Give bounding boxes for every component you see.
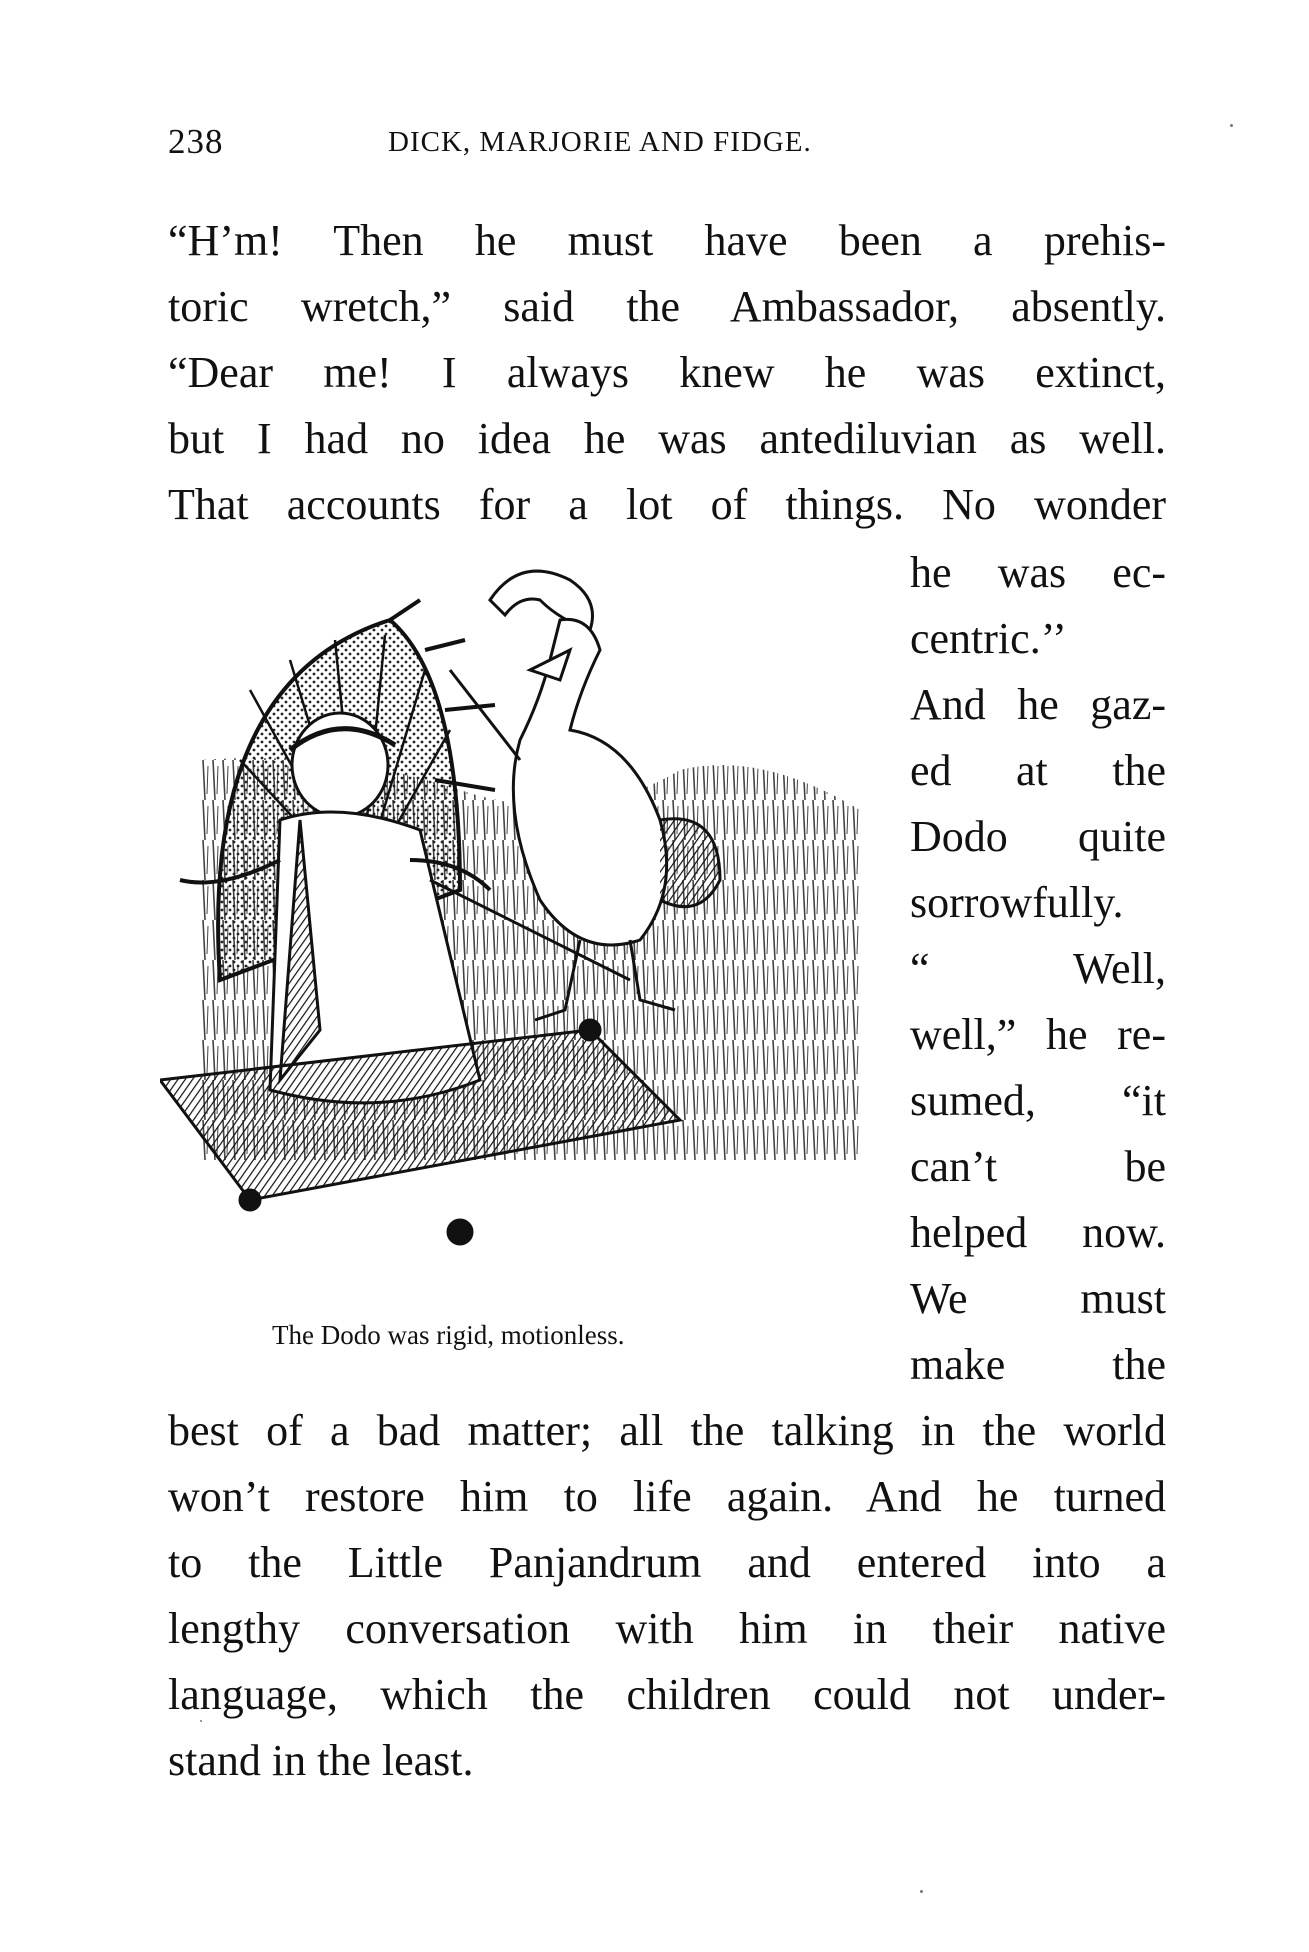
text-line: Dodo quite [910, 812, 1166, 861]
text-line: That accounts for a lot of things. No wonder [168, 480, 1166, 529]
text-line: “H’m! Then he must have been a prehis- [168, 216, 1166, 265]
text-line: language, which the children could not under- [168, 1670, 1166, 1719]
text-line: helped now. [910, 1208, 1166, 1257]
text-line: sorrowfully. [910, 878, 1124, 927]
text-line: to the Little Panjandrum and entered into a [168, 1538, 1166, 1587]
text-line: well,” he re- [910, 1010, 1166, 1059]
illustration-dodo-and-ambassador [160, 560, 880, 1290]
illustration-caption: The Dodo was rigid, motionless. [272, 1320, 625, 1350]
text-line: toric wretch,” said the Ambassador, absently. [168, 282, 1166, 331]
text-line: “ Well, [910, 944, 1166, 993]
text-line: centric.’’ [910, 614, 1067, 663]
text-line: he was ec- [910, 548, 1166, 597]
text-line: lengthy conversation with him in their native [168, 1604, 1166, 1653]
text-line: sumed, “it [910, 1076, 1166, 1125]
text-line: best of a bad matter; all the talking in the world [168, 1406, 1166, 1455]
page-header [168, 122, 1166, 172]
scan-speck [920, 1890, 923, 1893]
text-line: “Dear me! I always knew he was extinct, [168, 348, 1166, 397]
text-line: We must [910, 1274, 1166, 1323]
text-line: stand in the least. [168, 1736, 474, 1785]
text-line: but I had no idea he was antediluvian as well. [168, 414, 1166, 463]
text-line: can’t be [910, 1142, 1166, 1191]
running-title: DICK, MARJORIE AND FIDGE. [388, 126, 812, 158]
scan-speck [200, 1720, 202, 1722]
text-line: won’t restore him to life again. And he turned [168, 1472, 1166, 1521]
scan-speck [1230, 124, 1233, 127]
text-line: ed at the [910, 746, 1166, 795]
text-line: And he gaz- [910, 680, 1166, 729]
page-number: 238 [168, 122, 224, 161]
text-line: make the [910, 1340, 1166, 1389]
